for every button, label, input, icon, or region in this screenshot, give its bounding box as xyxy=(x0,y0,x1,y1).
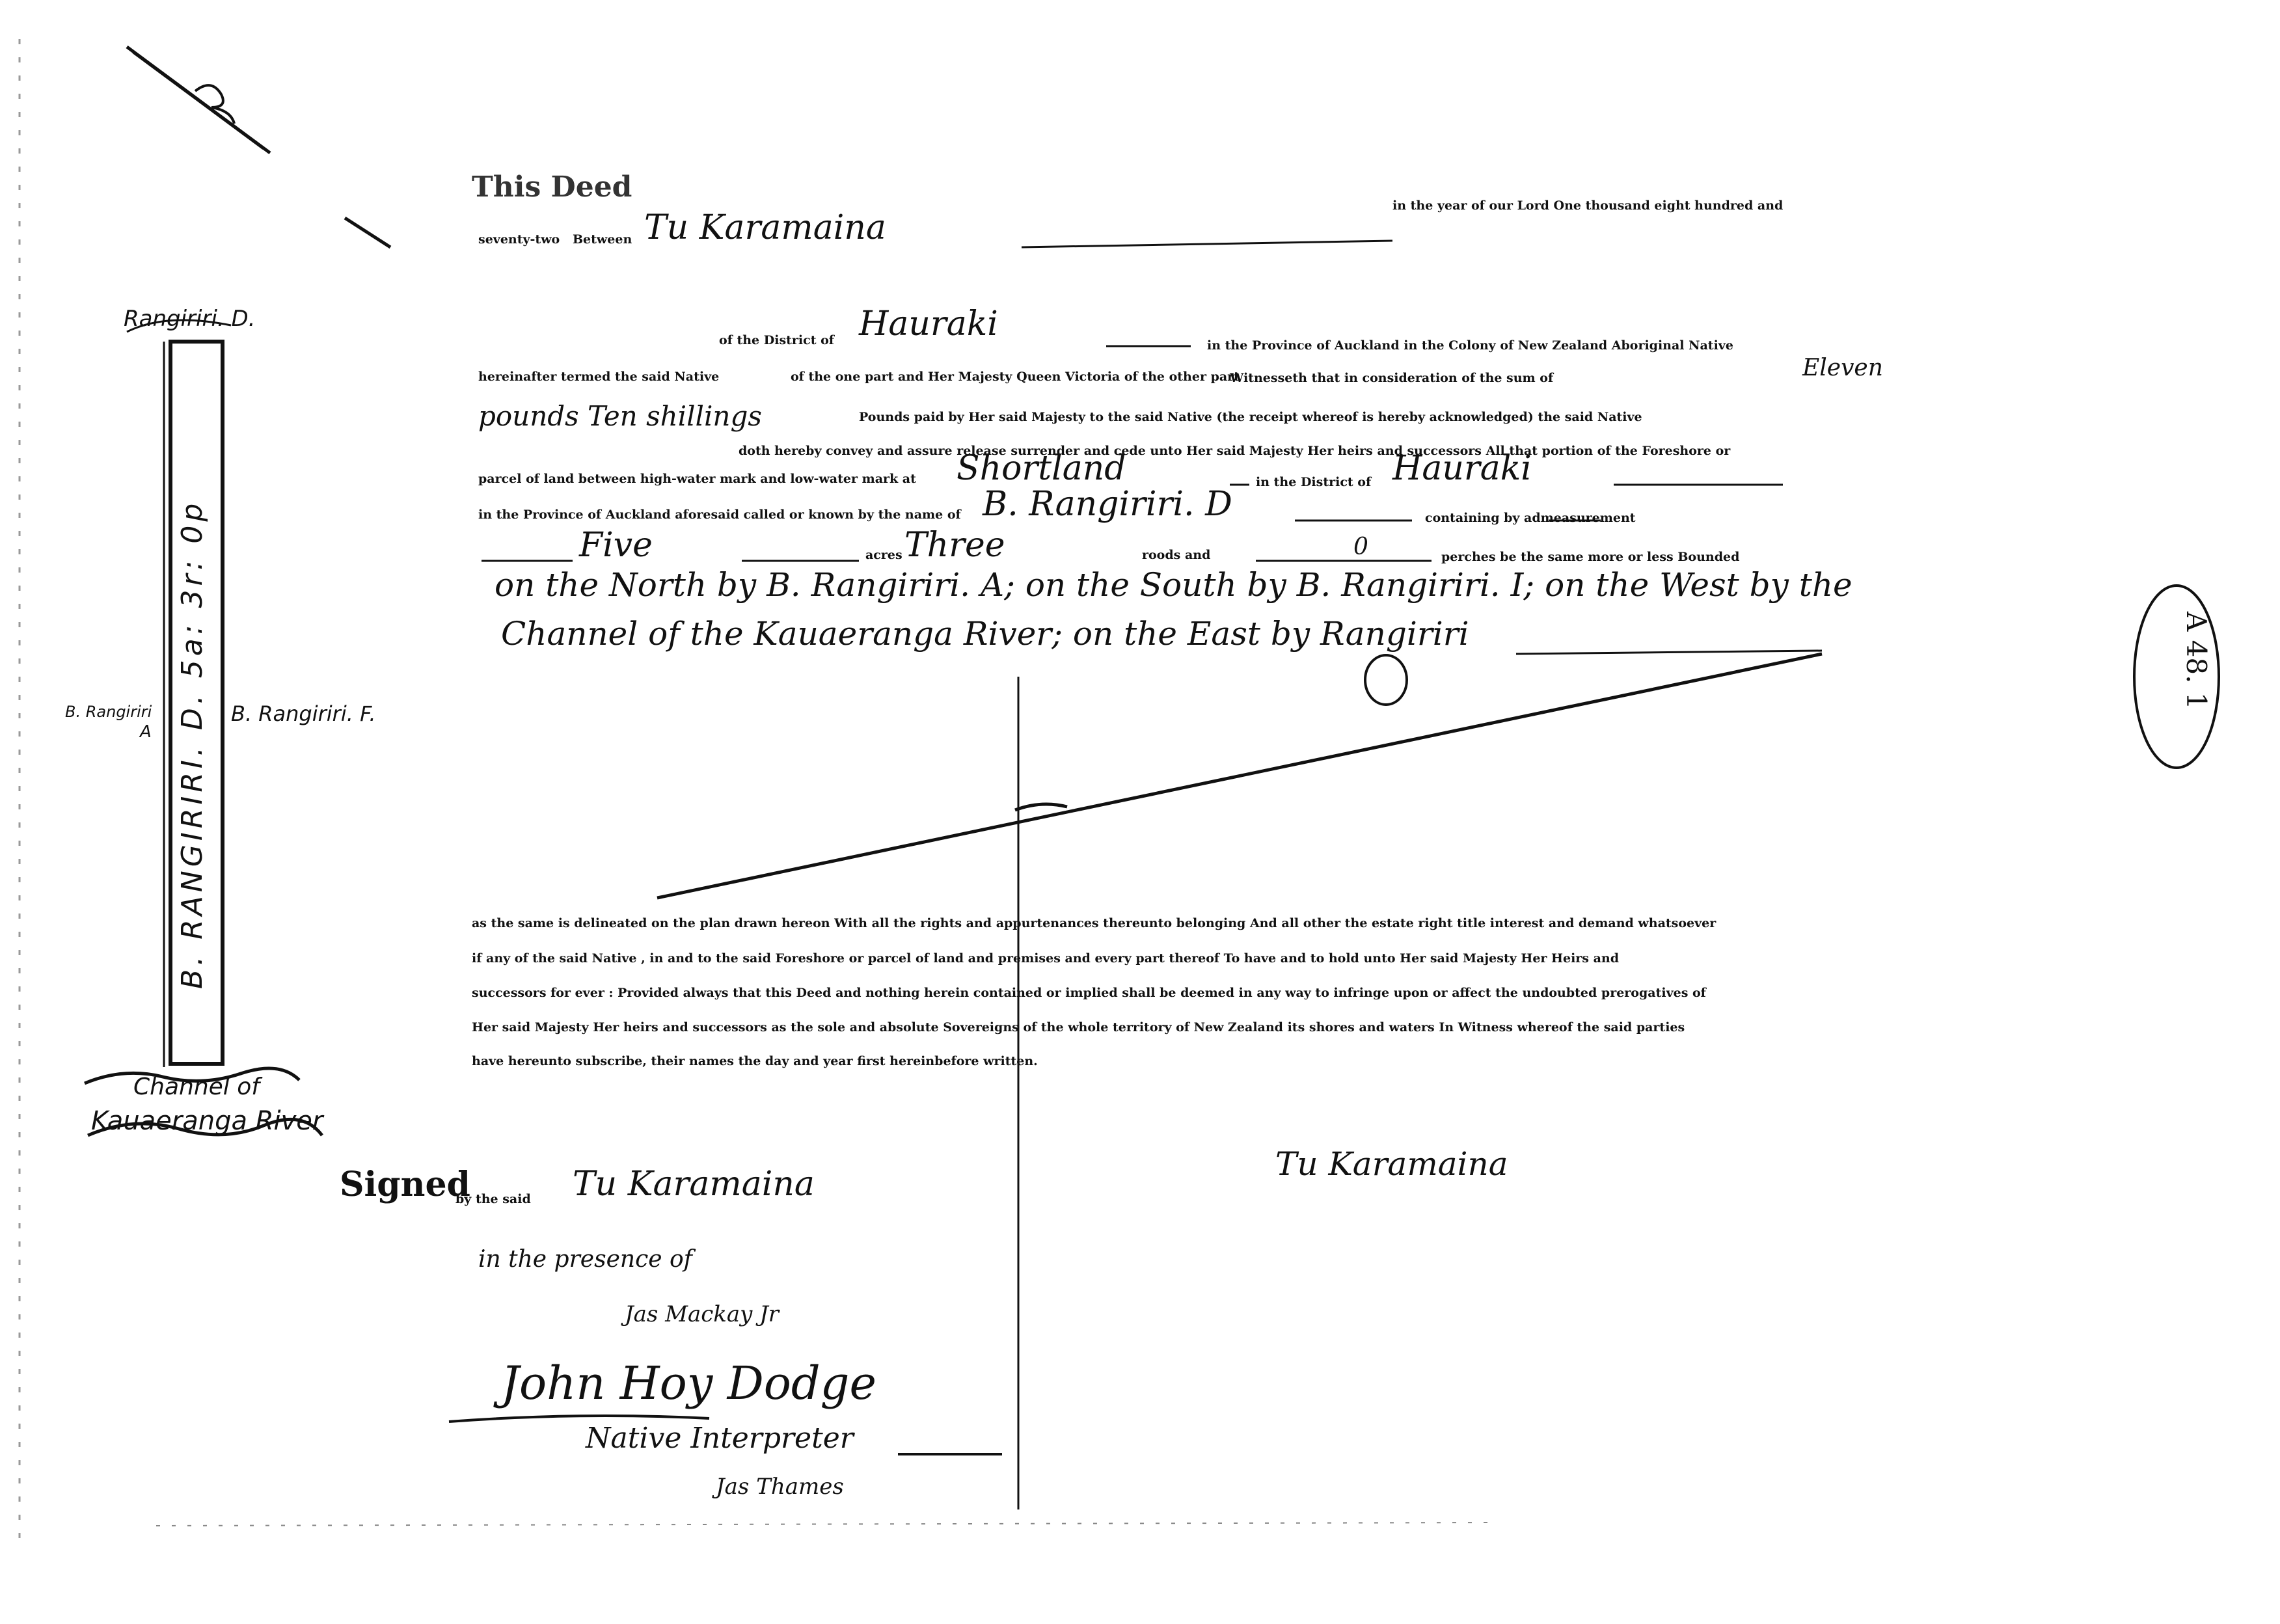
witness-1: Jas Mackay Jr xyxy=(625,1301,780,1327)
line4-text: Pounds paid by Her said Majesty to the said Native (the receipt whereof is hereby acknowledged) the said Native xyxy=(859,410,1642,424)
line5-text: doth hereby convey and assure release surrender and cede unto Her said Majesty Her heirs and successors All that portion of the Foreshore or xyxy=(739,444,1731,458)
bounds-line-1: on the North by B. Rangiriri. A; on the South by B. Rangiriri. I; on the West by the xyxy=(495,566,1853,604)
witness-role: Native Interpreter xyxy=(586,1422,854,1455)
plan-top-label: Rangiriri. D. xyxy=(124,306,256,332)
para-line-3: successors for ever : Provided always that this Deed and nothing herein contained or implied shall be deemed in any way to infringe upon or affect the undoubted prerogatives of xyxy=(472,986,1706,1000)
tick-mark xyxy=(345,218,390,247)
sum-hand-2: pounds Ten shillings xyxy=(478,400,762,432)
para-line-5: have hereunto subscribe, their names the day and year first hereinbefore written. xyxy=(472,1054,1038,1068)
witness-3: Jas Thames xyxy=(716,1474,844,1500)
line8-b: perches be the same more or less Bounded xyxy=(1441,550,1740,564)
of-district: of the District of xyxy=(719,333,834,347)
sum-hand-1: Eleven xyxy=(1802,355,1883,381)
bounds-line-2: Channel of the Kauaeranga River; on the East by Rangiriri xyxy=(501,615,1469,653)
plan-left-label: B. Rangiriri xyxy=(65,703,152,721)
para-line-4: Her said Majesty Her heirs and successors as the sole and absolute Sovereigns of the whole territory of New Zealand its shores and waters In Witness whereof the said parties xyxy=(472,1020,1685,1035)
channel-label-2: Kauaeranga River xyxy=(91,1106,323,1136)
block-name: B. Rangiriri. D xyxy=(983,485,1232,524)
year-word: seventy-two xyxy=(478,232,560,247)
acres-word: acres xyxy=(865,548,903,562)
line7-a: in the Province of Auckland aforesaid called or known by the name of xyxy=(478,508,961,522)
deed-heading: This Deed xyxy=(472,170,632,204)
by-the-said: by the said xyxy=(455,1192,531,1206)
roods-word: roods and xyxy=(1142,548,1211,562)
roods-hand: Three xyxy=(904,526,1005,565)
margin-reference: A 48. 1 xyxy=(2180,612,2212,710)
closing-flourish xyxy=(657,654,1822,898)
plan-right-label: B. Rangiriri. F. xyxy=(231,701,376,726)
line7-b: containing by admeasurement xyxy=(1425,511,1636,525)
corner-flourish-loop xyxy=(195,85,234,124)
line6-a: parcel of land between high-water mark and low-water mark at xyxy=(478,472,916,486)
line3-a: hereinafter termed the said Native xyxy=(478,370,720,384)
native-name: Tu Karamaina xyxy=(644,208,886,247)
district-name: Hauraki xyxy=(859,304,998,344)
acres-hand: Five xyxy=(579,526,653,565)
line6-b: in the District of xyxy=(1256,475,1372,489)
plan-strip-label: B. RANGIRIRI. D. 5a: 3r: 0p xyxy=(176,499,209,989)
perches-hand: 0 xyxy=(1353,534,1368,560)
para-line-1: as the same is delineated on the plan drawn hereon With all the rights and appurtenances thereunto belonging And all other the estate right title interest and demand whatsoever xyxy=(472,916,1717,930)
signed-word: Signed xyxy=(340,1165,470,1204)
plan-left-sub: A xyxy=(140,722,152,742)
signer-name: Tu Karamaina xyxy=(573,1165,815,1204)
channel-label-1: Channel of xyxy=(133,1074,260,1100)
opening-tail: in the year of our Lord One thousand eight hundred and xyxy=(1392,198,1784,213)
line3-b: of the one part and Her Majesty Queen Victoria of the other part xyxy=(791,370,1240,384)
in-presence-of: in the presence of xyxy=(478,1246,692,1273)
line3-c: Witnesseth that in consideration of the sum of xyxy=(1230,371,1554,385)
native-signature: Tu Karamaina xyxy=(1275,1145,1508,1183)
para-line-2: if any of the said Native , in and to the said Foreshore or parcel of land and premises and every part thereof To have and to hold unto Her said Majesty Her Heirs and xyxy=(472,951,1620,966)
between-word: Between xyxy=(573,232,632,247)
district2-name: Hauraki xyxy=(1392,449,1532,488)
province-text: in the Province of Auckland in the Colony of New Zealand Aboriginal Native xyxy=(1207,338,1733,353)
witness-2: John Hoy Dodge xyxy=(501,1357,876,1410)
bounds-oval xyxy=(1365,655,1407,705)
place-name: Shortland xyxy=(957,449,1126,488)
corner-flourish xyxy=(127,47,270,153)
